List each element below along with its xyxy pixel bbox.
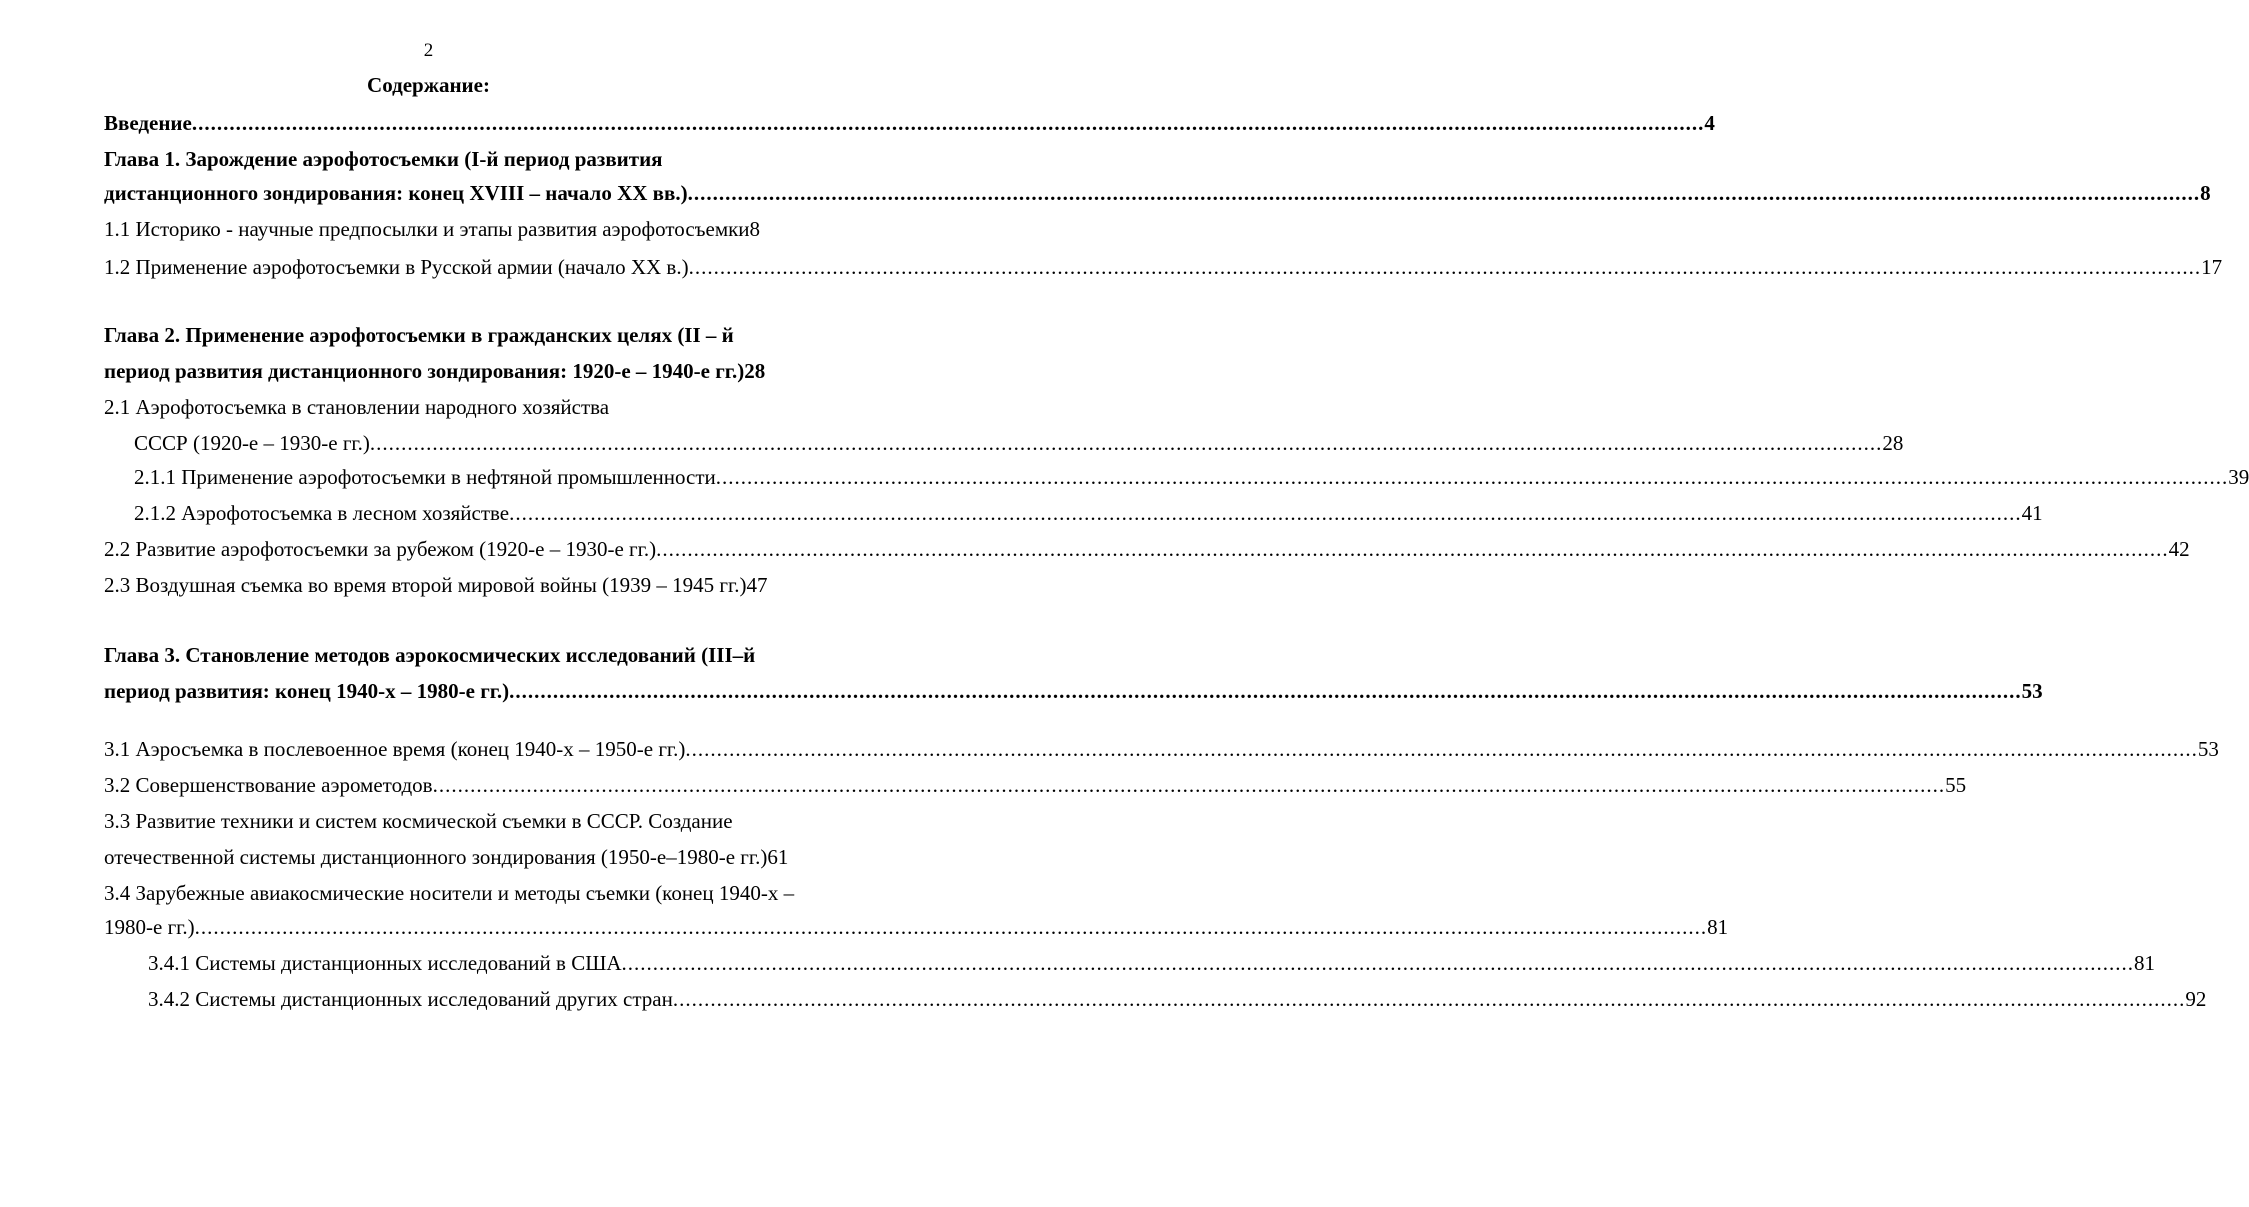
toc-leader-dots	[685, 734, 2198, 764]
toc-entry-intro	[104, 108, 1715, 138]
toc-entry-page: 28	[1882, 431, 1904, 455]
toc-leader-dots	[656, 534, 2169, 564]
toc-leader-dots	[509, 498, 2022, 528]
toc-section-3-3-line1: 3.3 Развитие техники и систем космической съемки в СССР. Создание	[104, 809, 733, 833]
toc-section-1-1	[104, 214, 761, 244]
toc-section-2-1-line2	[134, 428, 1904, 458]
toc-leader-dots	[433, 770, 1946, 800]
toc-entry-page: 39	[2228, 465, 2249, 489]
toc-entry-text: 3.4.2 Системы дистанционных исследований других стран	[148, 987, 673, 1011]
toc-entry-text: период развития дистанционного зондирования: 1920-е – 1940-е гг.)	[104, 359, 745, 383]
toc-leader-dots	[509, 676, 2022, 706]
toc-entry-page: 8	[2200, 181, 2211, 205]
toc-section-2-2	[104, 534, 2190, 564]
toc-entry-text: период развития: конец 1940-х – 1980-е гг.)	[104, 679, 510, 703]
toc-entry-text: 2.2 Развитие аэрофотосъемки за рубежом (1920-е – 1930-е гг.)	[104, 537, 657, 561]
toc-entry-page: 53	[2197, 737, 2219, 761]
toc-section-3-3-line2	[104, 842, 789, 872]
toc-entry-text: 2.1.2 Аэрофотосъемка в лесном хозяйстве	[134, 501, 510, 525]
toc-entry-page: 8	[749, 217, 761, 241]
toc-leader-dots	[192, 108, 1705, 138]
toc-entry-page: 4	[1704, 111, 1715, 135]
toc-chapter-2-line2	[104, 356, 766, 386]
toc-section-3-4-line2	[104, 912, 1729, 942]
toc-chapter-3-line2	[104, 676, 2043, 706]
toc-leader-dots	[622, 948, 2135, 978]
toc-leader-dots	[716, 462, 2229, 492]
toc-chapter-2-line1: Глава 2. Применение аэрофотосъемки в гражданских целях (II – й	[104, 323, 734, 347]
toc-section-2-1-2	[134, 498, 2043, 528]
toc-entry-text: 1980-е гг.)	[104, 915, 195, 939]
toc-section-3-1	[104, 734, 2219, 764]
toc-entry-text: 3.2 Совершенствование аэрометодов	[104, 773, 433, 797]
toc-entry-page: 41	[2021, 501, 2043, 525]
toc-entry-page: 28	[744, 359, 766, 383]
toc-entry-page: 47	[746, 573, 768, 597]
toc-entry-page: 42	[2168, 537, 2190, 561]
toc-entry-text: 2.3 Воздушная съемка во время второй мировой войны (1939 – 1945 гг.)	[104, 573, 747, 597]
toc-entry-page: 53	[2021, 679, 2043, 703]
toc-entry-text: Введение	[104, 111, 192, 135]
toc-leader-dots	[370, 428, 1883, 458]
toc-section-3-4-2	[148, 984, 2207, 1014]
toc-leader-dots	[673, 984, 2186, 1014]
toc-section-3-2	[104, 770, 1967, 800]
toc-entry-text: 2.1.1 Применение аэрофотосъемки в нефтяной промышленности	[134, 465, 716, 489]
toc-entry-page: 17	[2201, 255, 2223, 279]
toc-entry-page: 81	[1707, 915, 1729, 939]
toc-section-2-3	[104, 570, 768, 600]
toc-section-2-1-line1: 2.1 Аэрофотосъемка в становлении народного хозяйства	[104, 395, 610, 419]
toc-chapter-1-line1: Глава 1. Зарождение аэрофотосъемки (I-й период развития	[104, 147, 663, 171]
toc-entry-text: 1.1 Историко - научные предпосылки и этапы развития аэрофотосъемки	[104, 217, 750, 241]
toc-entry-text: 3.4.1 Системы дистанционных исследований в США	[148, 951, 622, 975]
toc-section-3-4-line1: 3.4 Зарубежные авиакосмические носители и методы съемки (конец 1940-х –	[104, 881, 795, 905]
toc-section-2-1-1	[134, 462, 2249, 492]
toc-entry-page: 55	[1945, 773, 1967, 797]
toc-leader-dots	[689, 252, 2202, 282]
page-number: 2	[423, 40, 434, 61]
page-title: Содержание:	[367, 73, 490, 97]
toc-entry-page: 81	[2134, 951, 2156, 975]
toc-section-1-2	[104, 252, 2223, 282]
toc-chapter-1-line2	[104, 178, 2211, 208]
toc-entry-page: 61	[767, 845, 789, 869]
toc-entry-text: СССР (1920-е – 1930-е гг.)	[134, 431, 370, 455]
toc-entry-text: отечественной системы дистанционного зондирования (1950-е–1980-е гг.)	[104, 845, 768, 869]
toc-entry-text: 3.1 Аэросъемка в послевоенное время (конец 1940-х – 1950-е гг.)	[104, 737, 686, 761]
toc-leader-dots	[688, 178, 2201, 208]
toc-entry-text: 1.2 Применение аэрофотосъемки в Русской армии (начало XX в.)	[104, 255, 689, 279]
toc-entry-page: 92	[2185, 987, 2207, 1011]
toc-leader-dots	[195, 912, 1708, 942]
toc-section-3-4-1	[148, 948, 2156, 978]
toc-chapter-3-line1: Глава 3. Становление методов аэрокосмических исследований (III–й	[104, 643, 756, 667]
toc-entry-text: дистанционного зондирования: конец XVIII – начало XX вв.)	[104, 181, 688, 205]
